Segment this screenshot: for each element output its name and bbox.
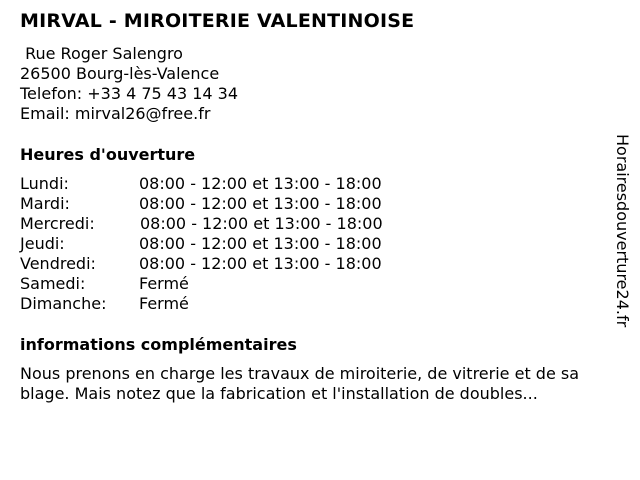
additional-info-heading: informations complémentaires	[20, 335, 297, 354]
email-address: Email: mirval26@free.fr	[20, 104, 211, 123]
day-hours: Fermé	[139, 294, 189, 313]
day-label: Mercredi:	[20, 214, 95, 233]
day-hours: 08:00 - 12:00 et 13:00 - 18:00	[139, 254, 382, 273]
day-label: Dimanche:	[20, 294, 107, 313]
day-label: Samedi:	[20, 274, 86, 293]
watermark	[610, 134, 634, 374]
day-label: Vendredi:	[20, 254, 96, 273]
description-line: blage. Mais notez que la fabrication et l'installation de doubles...	[20, 384, 538, 403]
day-label: Mardi:	[20, 194, 70, 213]
city-address: 26500 Bourg-lès-Valence	[20, 64, 220, 83]
day-label: Jeudi:	[20, 234, 65, 253]
description-line: Nous prenons en charge les travaux de miroiterie, de vitrerie et de sa	[20, 364, 580, 383]
phone-number: Telefon: +33 4 75 43 14 34	[20, 84, 239, 103]
day-hours: 08:00 - 12:00 et 13:00 - 18:00	[139, 174, 382, 193]
business-name: MIRVAL - MIROITERIE VALENTINOISE	[20, 10, 415, 32]
opening-hours-heading: Heures d'ouverture	[20, 145, 196, 164]
day-hours: 08:00 - 12:00 et 13:00 - 18:00	[139, 194, 382, 213]
street-address: Rue Roger Salengro	[20, 44, 183, 63]
day-label: Lundi:	[20, 174, 69, 193]
day-hours: 08:00 - 12:00 et 13:00 - 18:00	[139, 234, 382, 253]
address-block	[20, 44, 238, 124]
day-hours: Fermé	[139, 274, 189, 293]
additional-info-text	[20, 364, 635, 404]
day-hours: 08:00 - 12:00 et 13:00 - 18:00	[140, 214, 383, 233]
watermark-text: Horairesdouverture24.fr	[613, 134, 632, 328]
